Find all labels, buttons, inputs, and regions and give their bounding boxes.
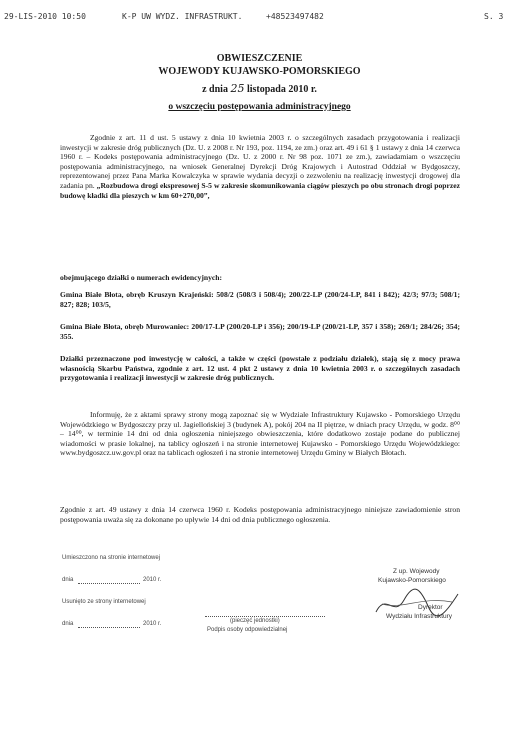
footer-removed-year: 2010 r. — [143, 621, 162, 627]
footer-posted-dnia: dnia — [62, 577, 74, 583]
fax-sender: K-P UW WYDZ. INFRASTRUKT. — [122, 12, 243, 21]
document-date — [0, 82, 519, 97]
paragraph-legal-basis — [60, 133, 460, 200]
paragraph-case-files — [60, 410, 460, 458]
paragraph-case-files-text: Informuję, że z aktami sprawy strony mogą zapoznać się w Wydziale Infrastruktury Kujawsko - Pomorskiego Urzędu Wojewódzkiego w Bydgoszczy przy ul. Jagiellońskiej 3 (budynek A), pokój 204 na II piętrze, w dniach pracy Urzędu, w godz. 8⁰⁰ – 14⁰⁰, w terminie 14 dni od dnia ogłoszenia niniejszego obwieszczenia, które dodatkowo zostaje podane do publicznej wiadomości w prasie lokalnej, na tablicy ogłoszeń i na stronie internetowej Kujawsko - Pomorskiego Urzędu Wojewódzkiego: www.bydgoszcz.uw.gov.pl oraz na tablicach ogłoszeń i na stronie internetowej Urzędu Gminy w Białych Błotach. — [60, 410, 460, 458]
signature-stamp-line2: Kujawsko-Pomorskiego — [378, 577, 446, 584]
date-suffix: listopada 2010 r. — [246, 84, 317, 95]
document-subtitle: WOJEWODY KUJAWSKO-POMORSKIEGO — [158, 66, 361, 77]
footer-removed-date-line — [78, 627, 140, 628]
title-block — [0, 52, 519, 113]
footer-stamp-line — [205, 616, 325, 617]
paragraph-notification: Zgodnie z art. 49 ustawy z dnia 14 czerwca 1960 r. Kodeks postępowania administracyjnego niniejsze zawiadomienie stron postępowania uważa się za dokonane po upływie 14 dni od dnia publicznego ogłoszenia. — [60, 505, 460, 524]
signature-stamp-line4: Wydziału Infrastruktury — [386, 613, 453, 620]
paragraph-state-ownership: Działki przeznaczone pod inwestycję w całości, a także w części (powstałe z podziału działek), stają się z mocy prawa własnością Skarbu Państwa, zgodnie z art. 12 ust. 4 pkt 2 ustawy z dnia 10 kwietnia 2003 r. o szczególnych zasadach przygotowania i realizacji inwestycji w zakresie dróg publicznych. — [60, 354, 460, 383]
paragraph-parcels-kruszyn: Gmina Białe Błota, obręb Kruszyn Krajeński: 508/2 (508/3 i 508/4); 200/22-LP (200/24-LP, 841 i 842); 42/3; 97/3; 508/1; 827; 828; 103/5, — [60, 290, 460, 309]
fax-header — [4, 12, 515, 24]
handwritten-day: 25 — [230, 82, 245, 95]
document-title: OBWIESZCZENIE — [216, 53, 303, 64]
paragraph-legal-basis-text: Zgodnie z art. 11 d ust. 5 ustawy z dnia 10 kwietnia 2003 r. o szczególnych zasadach przygotowania i realizacji inwestycji w zakresie dróg publicznych (Dz. U. z 2008 r. Nr 193, poz. 1194, ze zm.) oraz art. 49 i 61 § 1 ustawy z dnia 14 czerwca 1960 r. – Kodeks postępowania administracyjnego (Dz. U. z 2000 r. Nr 98 poz. 1071 ze zm.), zawiadamiam o wszczęciu postępowania administracyjnego, na wniosek Generalnej Dyrekcji Dróg Krajowych i Autostrad Oddział w Bydgoszczy, reprezentowanej przez Pana Marka Kowalczyka w sprawie wydania decyzji o zezwoleniu na realizację inwestycji drogowej dla zadania pn. — [60, 133, 460, 190]
date-prefix: z dnia — [202, 84, 228, 95]
investment-name: „Rozbudowa drogi ekspresowej S-5 w zakresie skomunikowania ciągów pieszych po obu stronach drogi poprzez budowę kładki dla pieszych w km 60+270,00”, — [60, 180, 460, 200]
footer-signature-label: Podpis osoby odpowiedzialnej — [207, 627, 288, 633]
paragraph-parcels-intro: obejmującego działki o numerach ewidencyjnych: — [60, 273, 222, 282]
fax-page-number: S. 3 — [484, 12, 504, 21]
paragraph-parcels-murowaniec: Gmina Białe Błota, obręb Murowaniec: 200/17-LP (200/20-LP i 356); 200/19-LP (200/21-LP, 357 i 358); 269/1; 284/26; 354; 355. — [60, 322, 460, 341]
footer-posted-date-line — [78, 583, 140, 584]
footer-posted-year: 2010 r. — [143, 577, 162, 583]
footer-removed-dnia: dnia — [62, 621, 74, 627]
footer-stamp-label: (pieczęć jednostki) — [230, 618, 280, 624]
signature-stamp-line3: Dyrektor — [418, 604, 443, 611]
document-subject: o wszczęciu postępowania administracyjnego — [168, 102, 351, 112]
footer-removed-label: Usunięto ze strony internetowej — [62, 599, 146, 605]
footer-posted-label: Umieszczono na stronie internetowej — [62, 555, 161, 561]
signature-stamp-line1: Z up. Wojewody — [393, 568, 440, 575]
fax-phone: +48523497482 — [266, 12, 324, 21]
fax-datetime: 29-LIS-2010 10:50 — [4, 12, 86, 21]
